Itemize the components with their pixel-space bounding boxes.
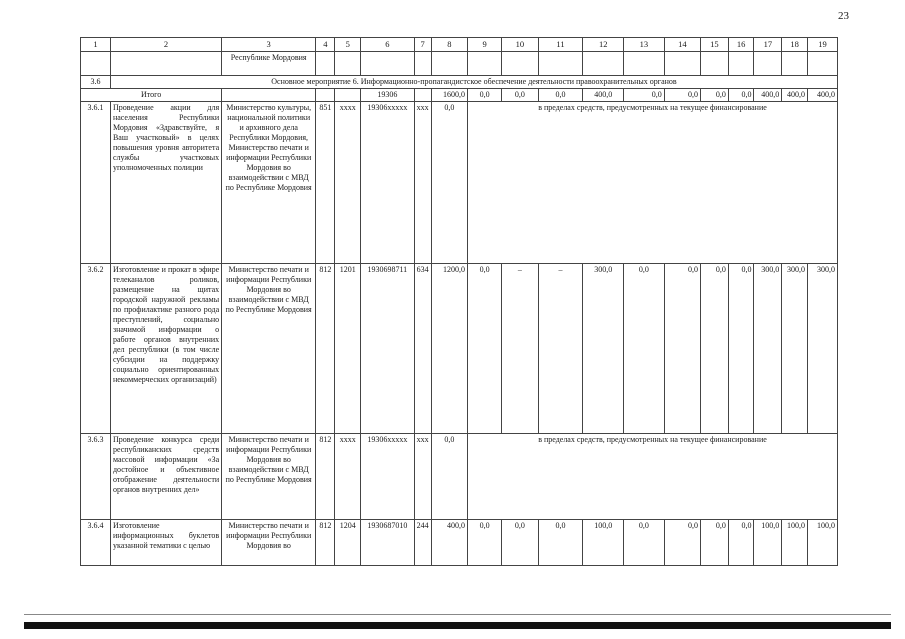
row-c14: 0,0	[664, 520, 700, 566]
col-header-18: 18	[782, 38, 808, 52]
col-header-15: 15	[701, 38, 729, 52]
row-c4: 851	[316, 102, 335, 264]
row-c16: 0,0	[728, 520, 754, 566]
row-financing-note: в пределах средств, предусмотренных на текущее финансирование	[467, 102, 837, 264]
continuation-org: Республике Мордовия	[222, 52, 316, 76]
row-c6: 1930698711	[361, 264, 414, 434]
row-c7: xxx	[414, 102, 431, 264]
row-event-name: Проведение акции для населения Республики Мордовия «Здравствуйте, я Ваш участковый» в целях повышения уровня авторитета службы участковых уполномоченных полиции	[110, 102, 221, 264]
row-c15: 0,0	[701, 520, 729, 566]
table-row	[81, 102, 838, 264]
total-c17: 400,0	[754, 89, 782, 102]
row-organization: Министерство культуры, национальной политики и архивного дела Республики Мордовия, Министерство печати и информации Республики Мордовия во взаимодействии с МВД по Республике Мордовия	[222, 102, 316, 264]
row-c9: 0,0	[467, 520, 501, 566]
row-c11: –	[538, 264, 583, 434]
table-row	[81, 434, 838, 520]
table-row	[81, 520, 838, 566]
total-c19: 400,0	[807, 89, 837, 102]
total-c13: 0,0	[624, 89, 665, 102]
row-c8: 0,0	[431, 102, 467, 264]
col-header-16: 16	[728, 38, 754, 52]
row-c5: xxxx	[335, 434, 361, 520]
section-row	[81, 76, 838, 89]
col-header-12: 12	[583, 38, 624, 52]
row-c10: –	[502, 264, 538, 434]
total-c15: 0,0	[701, 89, 729, 102]
row-c17: 100,0	[754, 520, 782, 566]
row-c11: 0,0	[538, 520, 583, 566]
scan-edge-line	[24, 614, 891, 615]
budget-table	[80, 37, 838, 566]
row-number: 3.6.4	[81, 520, 111, 566]
col-header-10: 10	[502, 38, 538, 52]
row-organization: Министерство печати и информации Республики Мордовия во взаимодействии с МВД по Республике Мордовия	[222, 264, 316, 434]
row-financing-note: в пределах средств, предусмотренных на текущее финансирование	[467, 434, 837, 520]
row-c13: 0,0	[624, 520, 665, 566]
row-c5: xxxx	[335, 102, 361, 264]
total-c8: 1600,0	[431, 89, 467, 102]
total-c9: 0,0	[467, 89, 501, 102]
col-header-3: 3	[222, 38, 316, 52]
col-header-9: 9	[467, 38, 501, 52]
row-c13: 0,0	[624, 264, 665, 434]
total-c12: 400,0	[583, 89, 624, 102]
row-c5: 1204	[335, 520, 361, 566]
col-header-4: 4	[316, 38, 335, 52]
total-c18: 400,0	[782, 89, 808, 102]
col-header-2: 2	[110, 38, 221, 52]
row-c10: 0,0	[502, 520, 538, 566]
row-c8: 1200,0	[431, 264, 467, 434]
col-header-7: 7	[414, 38, 431, 52]
col-header-13: 13	[624, 38, 665, 52]
total-c10: 0,0	[502, 89, 538, 102]
row-c9: 0,0	[467, 264, 501, 434]
column-number-row	[81, 38, 838, 52]
page-number: 23	[838, 10, 849, 22]
row-c12: 100,0	[583, 520, 624, 566]
row-c16: 0,0	[728, 264, 754, 434]
row-c4: 812	[316, 520, 335, 566]
row-c12: 300,0	[583, 264, 624, 434]
col-header-14: 14	[664, 38, 700, 52]
row-c4: 812	[316, 434, 335, 520]
row-c19: 100,0	[807, 520, 837, 566]
row-c7: 634	[414, 264, 431, 434]
col-header-8: 8	[431, 38, 467, 52]
row-c6: 19306xxxxx	[361, 434, 414, 520]
row-c8: 0,0	[431, 434, 467, 520]
row-c19: 300,0	[807, 264, 837, 434]
row-c18: 100,0	[782, 520, 808, 566]
scan-edge-bar	[24, 622, 891, 629]
row-c4: 812	[316, 264, 335, 434]
section-number: 3.6	[81, 76, 111, 89]
row-c6: 1930687010	[361, 520, 414, 566]
row-c6: 19306xxxxx	[361, 102, 414, 264]
col-header-19: 19	[807, 38, 837, 52]
total-c11: 0,0	[538, 89, 583, 102]
col-header-1: 1	[81, 38, 111, 52]
row-c5: 1201	[335, 264, 361, 434]
row-c17: 300,0	[754, 264, 782, 434]
col-header-11: 11	[538, 38, 583, 52]
col-header-17: 17	[754, 38, 782, 52]
row-event-name: Изготовление информационных буклетов указанной тематики с целью	[110, 520, 221, 566]
row-organization: Министерство печати и информации Республики Мордовия во взаимодействии с МВД по Республике Мордовия	[222, 434, 316, 520]
row-number: 3.6.1	[81, 102, 111, 264]
row-c8: 400,0	[431, 520, 467, 566]
row-event-name: Проведение конкурса среди республиканских средств массовой информации «За достойное и объективное отображение деятельности органов внутренних дел»	[110, 434, 221, 520]
total-c16: 0,0	[728, 89, 754, 102]
total-c14: 0,0	[664, 89, 700, 102]
budget-table-container	[80, 37, 838, 566]
col-header-5: 5	[335, 38, 361, 52]
col-header-6: 6	[361, 38, 414, 52]
total-row	[81, 89, 838, 102]
row-number: 3.6.2	[81, 264, 111, 434]
row-c7: 244	[414, 520, 431, 566]
row-c7: xxx	[414, 434, 431, 520]
row-organization: Министерство печати и информации Республики Мордовия во	[222, 520, 316, 566]
row-event-name: Изготовление и прокат в эфире телеканалов роликов, размещение на щитах городской наружной рекламы по профилактике разного рода преступлений, социально значимой информации о работе органов внутренних дел республики (в том числе субсидии на поддержку социально ориентированных некоммерческих организаций)	[110, 264, 221, 434]
row-c15: 0,0	[701, 264, 729, 434]
total-label: Итого	[81, 89, 222, 102]
row-c14: 0,0	[664, 264, 700, 434]
row-c18: 300,0	[782, 264, 808, 434]
table-row	[81, 264, 838, 434]
row-number: 3.6.3	[81, 434, 111, 520]
continuation-row	[81, 52, 838, 76]
total-c6: 19306	[361, 89, 414, 102]
section-title: Основное мероприятие 6. Информационно-пропагандистское обеспечение деятельности правоохранительных органов	[110, 76, 837, 89]
